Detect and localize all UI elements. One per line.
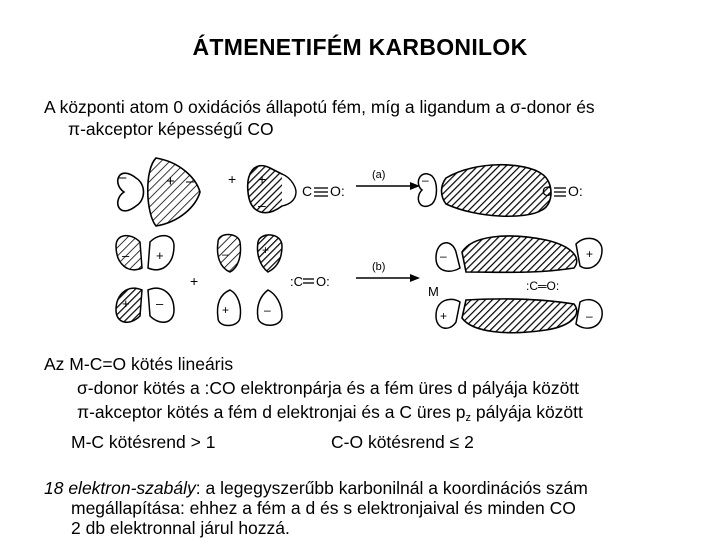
linear-bond-line: Az M-C=O kötés lineáris: [44, 354, 234, 374]
bond-order-line: [44, 430, 704, 454]
minus-sign: –: [440, 249, 447, 263]
arrow-b-head: [410, 274, 420, 282]
pi-acceptor-text: π-akceptor kötés a fém d elektronjai és a C üres p: [77, 402, 466, 422]
minus-sign: –: [258, 197, 266, 213]
bonding-description: [44, 352, 704, 454]
orbital-diagram: [106, 148, 614, 340]
co-bond-order: C-O kötésrend ≤ 2: [331, 432, 474, 452]
oxygen-label: O:: [568, 183, 583, 199]
metal-d-orbital: [116, 236, 174, 323]
eighteen-electron-rule: [44, 478, 704, 538]
minus-sign: –: [422, 173, 429, 187]
metal-sigma-orbital: [118, 158, 200, 226]
plus-sign: +: [262, 243, 270, 257]
metal-label: M: [428, 284, 439, 299]
plus-sign: +: [190, 273, 199, 289]
minus-sign: –: [264, 303, 271, 317]
pi-acceptor-line: [44, 400, 704, 430]
plus-sign: +: [258, 171, 267, 187]
plus-sign: +: [586, 247, 594, 261]
minus-sign: –: [222, 247, 229, 261]
sigma-bond-orbital: [418, 165, 551, 217]
rule-line-2: megállapítása: ehhez a fém a d és s elektronjaival és minden CO: [71, 498, 576, 518]
intro-line-1: A központi atom 0 oxidációs állapotú fém, míg a ligandum a σ-donor és: [44, 97, 595, 117]
plus-sign: +: [122, 296, 130, 311]
plus-sign: +: [440, 309, 448, 323]
ligand-c-label: :C: [290, 274, 303, 289]
pi-backbond-orbital: [436, 236, 602, 333]
sigma-donor-line: σ-donor kötés a :CO elektronpárja és a fém üres d pályája között: [77, 378, 580, 398]
page-title: ÁTMENETIFÉM KARBONILOK: [192, 34, 528, 60]
minus-sign: –: [156, 296, 164, 311]
pi-acceptor-end: pályája között: [471, 402, 583, 422]
minus-sign: –: [186, 173, 195, 190]
ligand-o-label: O:: [316, 274, 330, 289]
minus-sign: –: [586, 309, 593, 323]
co-pi-star-orbital: [218, 235, 283, 326]
rule-line-3: 2 db elektronnal járul hozzá.: [71, 518, 290, 538]
carbon-label: C: [542, 183, 553, 199]
ligand-label: :C═O:: [526, 279, 560, 293]
step-b-label: (b): [372, 261, 386, 273]
rule-line-1: : a legegyszerűbb karbonilnál a koordinációs szám: [195, 478, 588, 498]
minus-sign: –: [122, 248, 130, 263]
mc-bond-order: M-C kötésrend > 1: [71, 432, 216, 452]
minus-sign: –: [118, 169, 127, 186]
pz-subscript: z: [465, 412, 472, 424]
intro-paragraph: [44, 96, 694, 140]
carbon-label: C: [302, 183, 313, 199]
rule-italic-term: 18 elektron-szabály: [44, 478, 196, 498]
oxygen-label: O:: [330, 183, 345, 199]
rule-title: [44, 478, 196, 498]
plus-sign: +: [156, 248, 164, 263]
intro-line-2: π-akceptor képességű CO: [68, 119, 274, 139]
plus-sign: +: [166, 173, 175, 190]
plus-sign: +: [222, 303, 230, 317]
step-a-label: (a): [372, 169, 386, 181]
co-sigma-orbital: [248, 166, 296, 213]
plus-sign: +: [228, 171, 237, 187]
